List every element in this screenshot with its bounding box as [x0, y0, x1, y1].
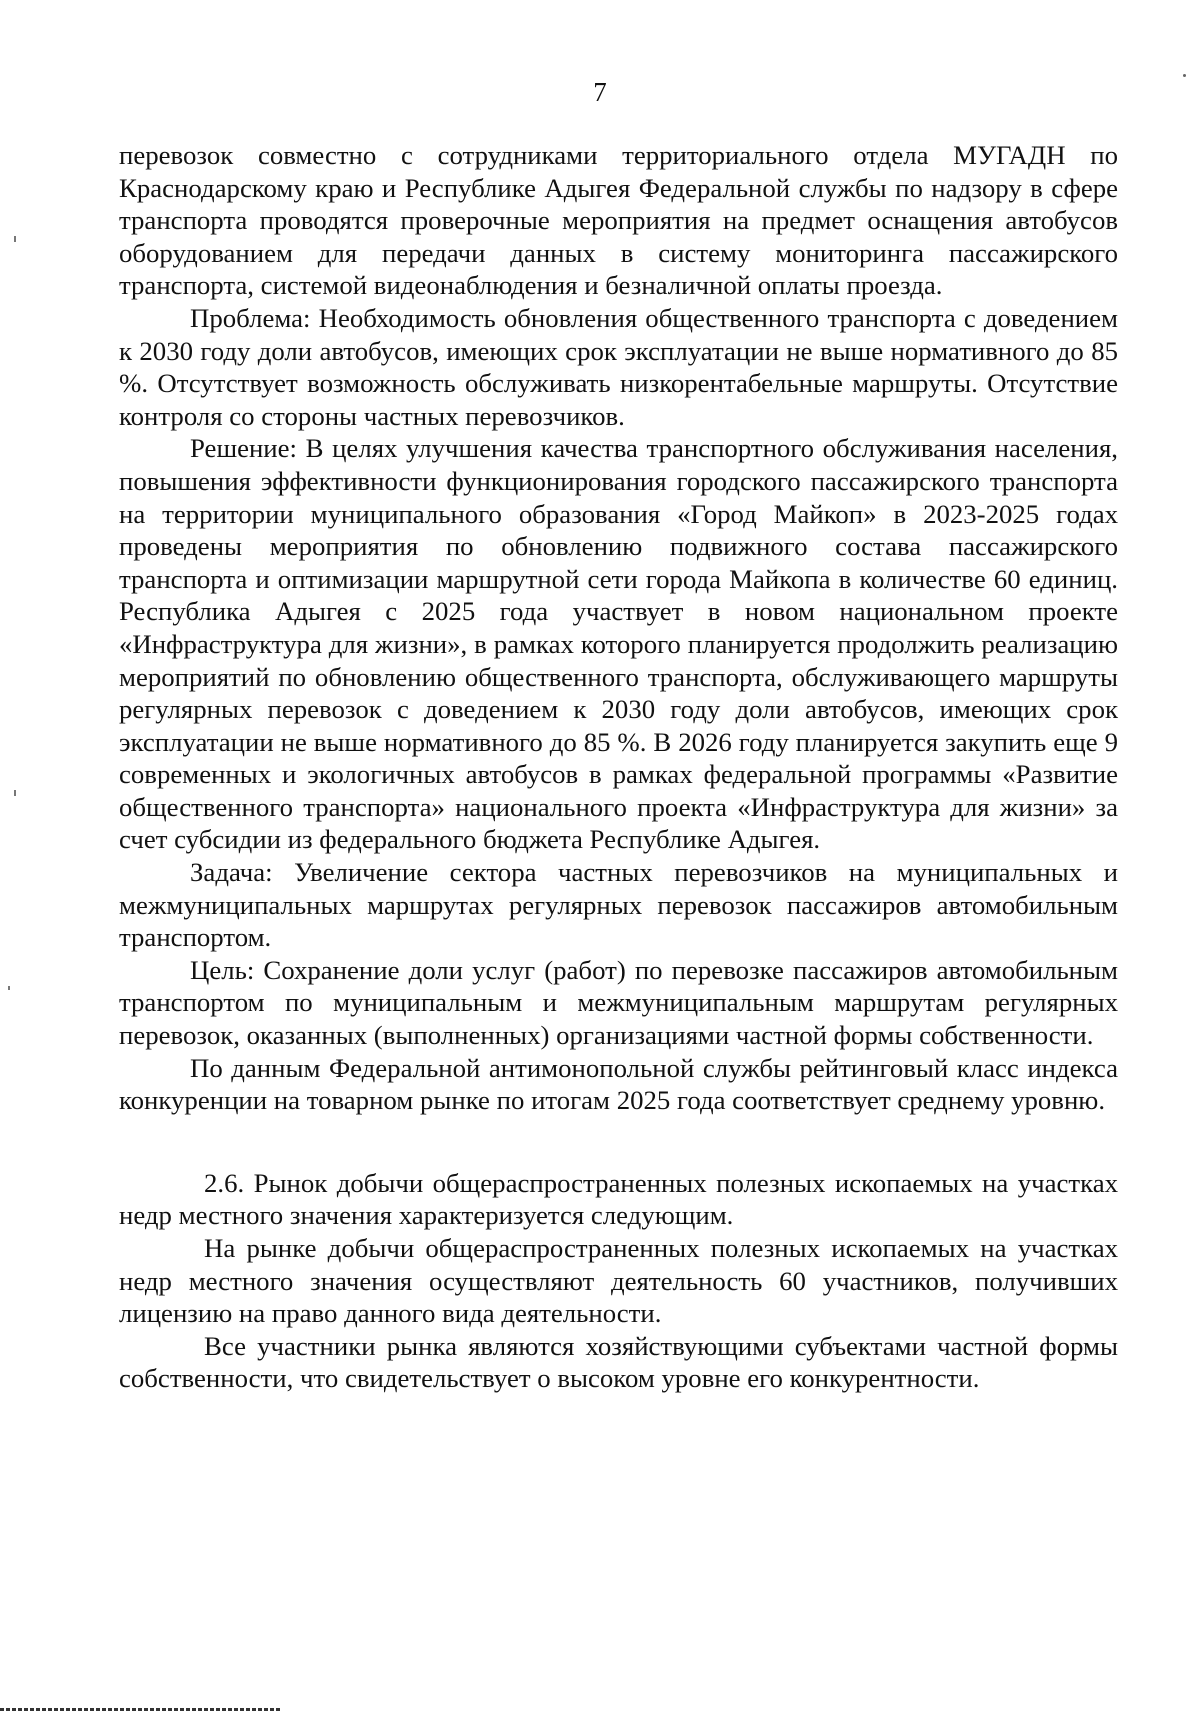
scan-margin-mark [14, 790, 16, 796]
paragraph-fas-rating: По данным Федеральной антимонопольной службы рейтинговый класс индекса конкуренции на товарном рынке по итогам 2025 года соответствует среднему уровню. [119, 1052, 1118, 1116]
section-heading-2-6: 2.6. Рынок добычи общераспространенных полезных ископаемых на участках недр местного значения характеризуется следующим. [119, 1167, 1118, 1231]
paragraph-market-participants: На рынке добычи общераспространенных полезных ископаемых на участках недр местного значения осуществляют деятельность 60 участников, получивших лицензию на право данного вида деятельности. [119, 1233, 1118, 1329]
document-body [119, 139, 1118, 1395]
paragraph-market-competition: Все участники рынка являются хозяйствующими субъектами частной формы собственности, что свидетельствует о высоком уровне его конкурентности. [119, 1330, 1118, 1394]
paragraph-problem: Проблема: Необходимость обновления общественного транспорта с доведением к 2030 году доли автобусов, имеющих срок эксплуатации не выше нормативного до 85 %. Отсутствует возможность обслуживать низкорентабельные маршруты. Отсутствие контроля со стороны частных перевозчиков. [119, 302, 1118, 431]
scan-dust-dot [1183, 74, 1186, 77]
paragraph-goal: Цель: Сохранение доли услуг (работ) по перевозке пассажиров автомобильным транспортом по муниципальным и межмуниципальным маршрутам регулярных перевозок, оказанных (выполненных) организациями частной формы собственности. [119, 954, 1118, 1051]
section-spacer [119, 1117, 1118, 1167]
scan-bottom-edge [0, 1708, 280, 1711]
paragraph-task: Задача: Увеличение сектора частных перевозчиков на муниципальных и межмуниципальных маршрутах регулярных перевозок пассажиров автомобильным транспортом. [119, 857, 1118, 953]
page-number: 7 [593, 77, 607, 107]
scan-margin-mark [14, 236, 16, 242]
scan-margin-mark [8, 986, 10, 990]
paragraph-solution: Решение: В целях улучшения качества транспортного обслуживания населения, повышения эффективности функционирования городского пассажирского транспорта на территории муниципального образования «Город Майкоп» в 2023-2025 годах проведены мероприятия по обновлению подвижного состава пассажирского транспорта и оптимизации маршрутной сети города Майкопа в количестве 60 единиц. Республика Адыгея с 2025 года участвует в новом национальном проекте «Инфраструктура для жизни», в рамках которого планируется продолжить реализацию мероприятий по обновлению общественного транспорта, обслуживающего маршруты регулярных перевозок с доведением к 2030 году доли автобусов, имеющих срок эксплуатации не выше нормативного до 85 %. В 2026 году планируется закупить еще 9 современных и экологичных автобусов в рамках федеральной программы «Развитие общественного транспорта» национального проекта «Инфраструктура для жизни» за счет субсидии из федерального бюджета Республике Адыгея. [119, 433, 1118, 855]
paragraph-inspection: перевозок совместно с сотрудниками территориального отдела МУГАДН по Краснодарскому краю и Республике Адыгея Федеральной службы по надзору в сфере транспорта проводятся проверочные мероприятия на предмет оснащения автобусов оборудованием для передачи данных в систему мониторинга пассажирского транспорта, системой видеонаблюдения и безналичной оплаты проезда. [119, 140, 1118, 301]
